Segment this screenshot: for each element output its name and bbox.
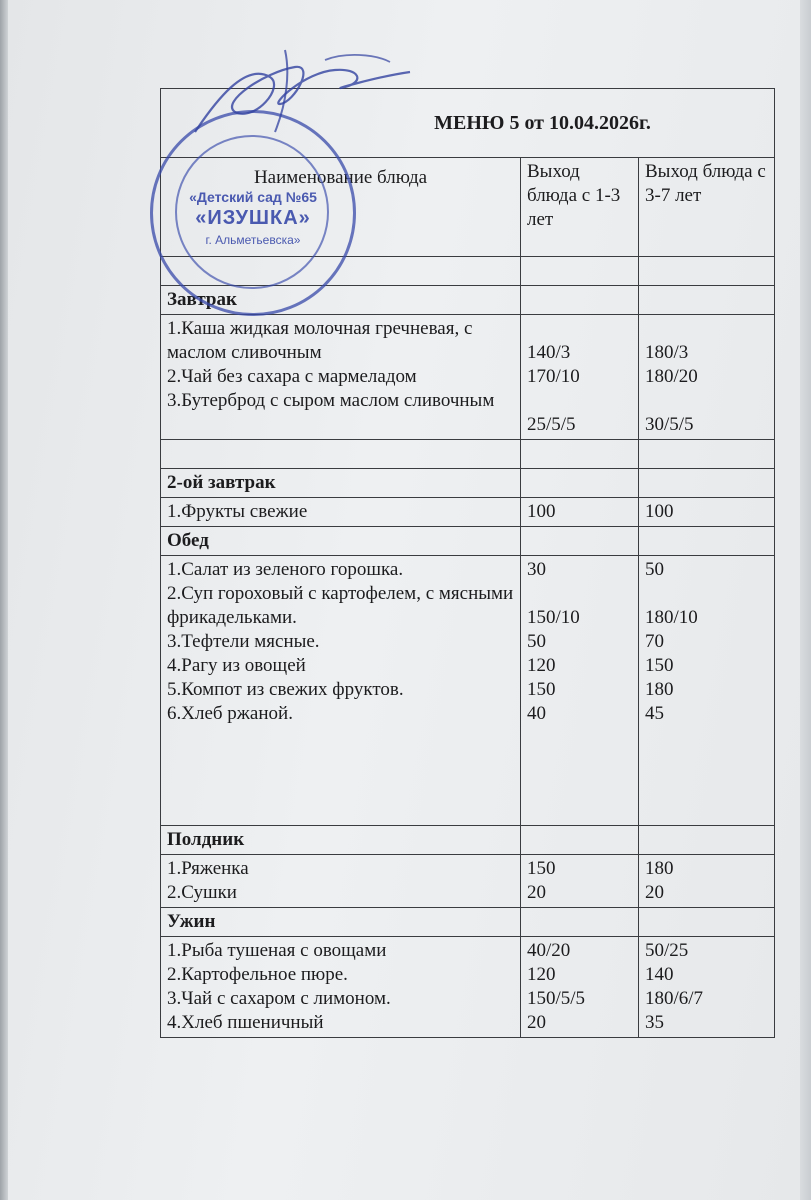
portion-3-7: 180/10 <box>645 607 698 628</box>
dish-item: 3.Тефтели мясные. <box>167 631 320 652</box>
section-title-dinner: Ужин <box>161 908 521 937</box>
portion-1-3: 40/20 <box>527 940 571 961</box>
sheet-fold <box>800 0 811 1200</box>
portion-3-7: 150 <box>645 655 674 676</box>
section-title-snack: Полдник <box>161 826 521 855</box>
portion-3-7: 100 <box>645 501 674 522</box>
portion-1-3: 20 <box>527 882 546 903</box>
title-row <box>161 89 775 158</box>
portion-1-3: 120 <box>527 964 556 985</box>
dish-item: 1.Ряженка <box>167 858 249 879</box>
portion-3-7: 140 <box>645 964 674 985</box>
dish-item: 2.Картофельное пюре. <box>167 964 348 985</box>
portion-1-3: 150/10 <box>527 607 580 628</box>
section-row-second-breakfast <box>161 469 775 498</box>
portion-1-3: 150/5/5 <box>527 988 586 1009</box>
portion-3-7: 180/6/7 <box>645 988 704 1009</box>
portion-1-3: 40 <box>527 703 546 724</box>
dish-item: 1.Рыба тушеная с овощами <box>167 940 387 961</box>
section-title-second-breakfast: 2-ой завтрак <box>161 469 521 498</box>
stamp-text-line1: «Детский сад №65 <box>189 189 317 205</box>
menu-title: МЕНЮ 5 от 10.04.2026г. <box>434 112 651 134</box>
dish-item: 3.Бутерброд с сыром маслом сливочным <box>167 390 495 411</box>
portion-1-3: 100 <box>527 501 556 522</box>
section-row-lunch <box>161 527 775 556</box>
dish-item: 6.Хлеб ржаной. <box>167 703 293 724</box>
dish-item: 2.Сушки <box>167 882 237 903</box>
portion-1-3: 150 <box>527 679 556 700</box>
portion-3-7: 30/5/5 <box>645 414 694 435</box>
page-edge <box>0 0 8 1200</box>
portion-3-7: 45 <box>645 703 664 724</box>
dishes-row-dinner <box>161 937 775 1038</box>
dish-item: 4.Хлеб пшеничный <box>167 1012 324 1033</box>
dish-item: 1.Каша жидкая молочная гречневая, с маслом сливочным <box>167 318 473 363</box>
dish-item: 3.Чай с сахаром с лимоном. <box>167 988 391 1009</box>
header-dish-name: Наименование блюда <box>161 158 521 257</box>
dishes-row-second-breakfast <box>161 498 775 527</box>
stamp-text-line2: «ИЗУШКА» <box>195 207 311 229</box>
portion-1-3: 150 <box>527 858 556 879</box>
dishes-row-lunch <box>161 556 775 826</box>
stamp-text-line3: г. Альметьевска» <box>205 233 301 247</box>
portion-1-3: 140/3 <box>527 342 571 363</box>
section-row-dinner <box>161 908 775 937</box>
section-row-breakfast <box>161 286 775 315</box>
portion-3-7: 50 <box>645 559 664 580</box>
section-title-breakfast: Завтрак <box>161 286 521 315</box>
menu-table <box>160 88 775 1038</box>
header-row <box>161 158 775 257</box>
dish-item: 1.Салат из зеленого горошка. <box>167 559 404 580</box>
portion-3-7: 180/3 <box>645 342 689 363</box>
portion-3-7: 180 <box>645 858 674 879</box>
spacer-row <box>161 257 775 286</box>
dish-item: 5.Компот из свежих фруктов. <box>167 679 404 700</box>
dish-item: 1.Фрукты свежие <box>167 501 308 522</box>
portion-1-3: 30 <box>527 559 546 580</box>
dish-item: 2.Чай без сахара с мармеладом <box>167 366 417 387</box>
portion-1-3: 20 <box>527 1012 546 1033</box>
portion-1-3: 50 <box>527 631 546 652</box>
portion-3-7: 70 <box>645 631 664 652</box>
header-age-3-7: Выход блюда с 3-7 лет <box>639 158 775 257</box>
portion-1-3: 25/5/5 <box>527 414 576 435</box>
portion-3-7: 180/20 <box>645 366 698 387</box>
portion-1-3: 120 <box>527 655 556 676</box>
portion-3-7: 35 <box>645 1012 664 1033</box>
portion-1-3: 170/10 <box>527 366 580 387</box>
spacer-row <box>161 440 775 469</box>
header-age-1-3: Выход блюда с 1-3 лет <box>521 158 639 257</box>
dishes-row-snack <box>161 855 775 908</box>
section-title-lunch: Обед <box>161 527 521 556</box>
dishes-row-breakfast <box>161 315 775 440</box>
section-row-snack <box>161 826 775 855</box>
menu-title-cell <box>161 89 775 158</box>
portion-3-7: 180 <box>645 679 674 700</box>
dish-item: 4.Рагу из овощей <box>167 655 306 676</box>
portion-3-7: 20 <box>645 882 664 903</box>
portion-3-7: 50/25 <box>645 940 689 961</box>
dish-item: 2.Суп гороховый с картофелем, с мясными фрикадельками. <box>167 583 514 628</box>
